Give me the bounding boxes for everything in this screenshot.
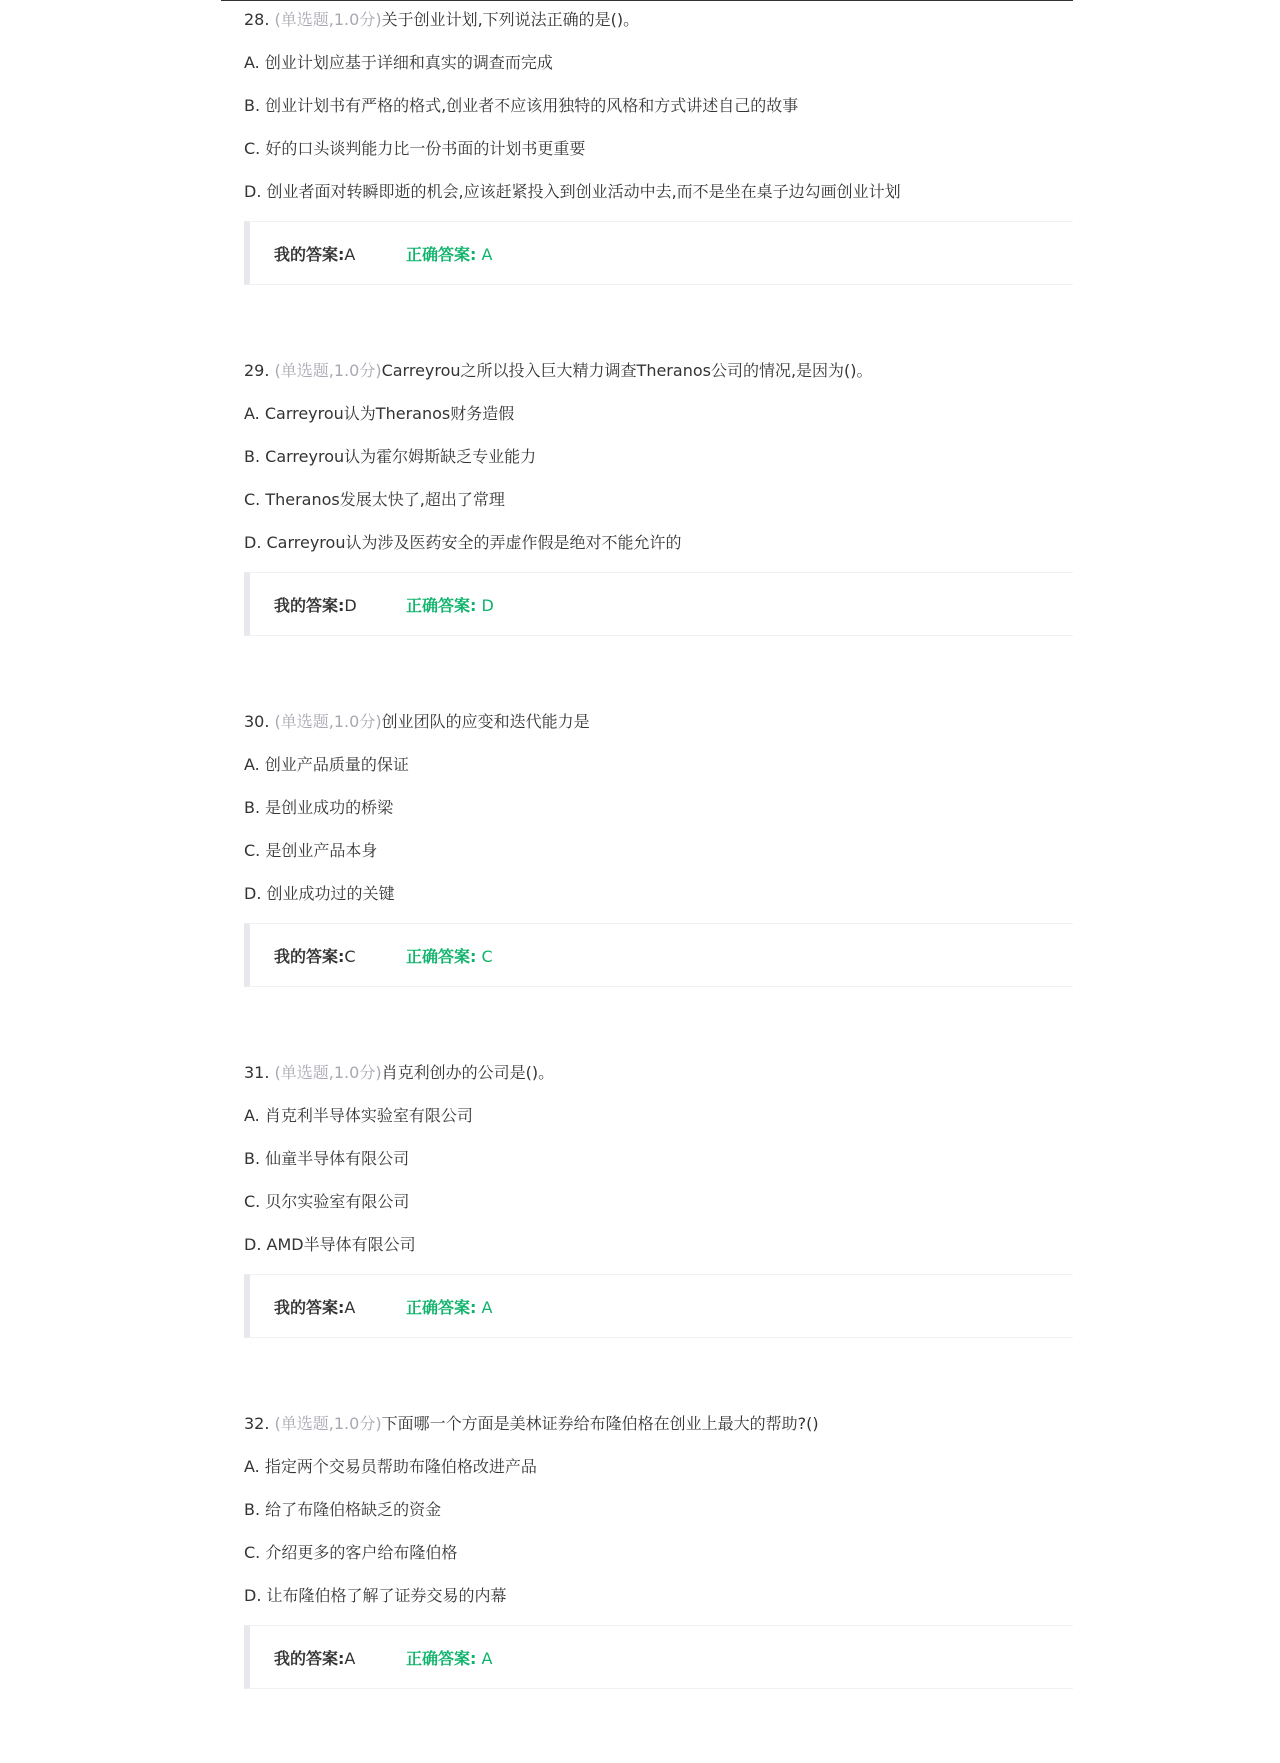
my-answer-label: 我的答案: [274, 244, 345, 264]
question-text: 创业团队的应变和迭代能力是 [381, 712, 590, 731]
option-b: B. 给了布隆伯格缺乏的资金 [244, 1500, 442, 1519]
my-answer-value: D [344, 595, 357, 615]
answer-box [244, 221, 1073, 285]
question-30 [244, 710, 1073, 1061]
question-title [244, 710, 1073, 734]
my-answer [274, 242, 406, 265]
question-number: 30. [244, 712, 270, 731]
option-list [244, 51, 1073, 204]
my-answer-value: C [344, 946, 356, 966]
my-answer-label: 我的答案: [274, 1648, 345, 1668]
option-d: D. Carreyrou认为涉及医药安全的弄虚作假是绝对不能允许的 [244, 533, 682, 552]
correct-answer [406, 242, 492, 265]
correct-answer [406, 1295, 492, 1318]
answer-box [244, 1625, 1073, 1689]
question-type: (单选题,1.0分) [274, 1063, 382, 1082]
question-32 [244, 1412, 1073, 1763]
option-list [244, 1455, 1073, 1608]
my-answer-value: A [344, 244, 356, 264]
option-list [244, 402, 1073, 555]
correct-answer-label: 正确答案: [406, 946, 477, 966]
question-31 [244, 1061, 1073, 1412]
correct-answer [406, 1646, 492, 1669]
question-title [244, 1061, 1073, 1085]
question-text: 肖克利创办的公司是()。 [381, 1063, 555, 1082]
my-answer [274, 593, 406, 616]
option-c: C. 贝尔实验室有限公司 [244, 1192, 410, 1211]
correct-answer [406, 593, 494, 616]
option-b: B. 创业计划书有严格的格式,创业者不应该用独特的风格和方式讲述自己的故事 [244, 96, 799, 115]
question-text: Carreyrou之所以投入巨大精力调查Theranos公司的情况,是因为()。 [381, 361, 873, 380]
option-d: D. 创业者面对转瞬即逝的机会,应该赶紧投入到创业活动中去,而不是坐在桌子边勾画创业计划 [244, 182, 901, 201]
correct-answer-value: A [476, 244, 493, 264]
correct-answer-label: 正确答案: [406, 1297, 477, 1317]
my-answer-label: 我的答案: [274, 595, 345, 615]
my-answer [274, 1646, 406, 1669]
my-answer-value: A [344, 1648, 356, 1668]
option-a: A. 指定两个交易员帮助布隆伯格改进产品 [244, 1457, 537, 1476]
question-type: (单选题,1.0分) [274, 1414, 382, 1433]
question-type: (单选题,1.0分) [274, 361, 382, 380]
option-a: A. 肖克利半导体实验室有限公司 [244, 1106, 473, 1125]
question-title [244, 359, 1073, 383]
correct-answer-label: 正确答案: [406, 1648, 477, 1668]
option-a: A. 创业产品质量的保证 [244, 755, 409, 774]
answer-box [244, 572, 1073, 636]
option-c: C. Theranos发展太快了,超出了常理 [244, 490, 505, 509]
question-text: 关于创业计划,下列说法正确的是()。 [381, 10, 640, 29]
question-title [244, 8, 1073, 32]
option-d: D. 创业成功过的关键 [244, 884, 395, 903]
question-title [244, 1412, 1073, 1436]
my-answer-value: A [344, 1297, 356, 1317]
correct-answer-label: 正确答案: [406, 244, 477, 264]
correct-answer-value: C [476, 946, 493, 966]
correct-answer-value: D [476, 595, 494, 615]
question-number: 31. [244, 1063, 270, 1082]
question-type: (单选题,1.0分) [274, 10, 382, 29]
option-b: B. 是创业成功的桥梁 [244, 798, 394, 817]
option-c: C. 好的口头谈判能力比一份书面的计划书更重要 [244, 139, 586, 158]
question-list [244, 8, 1073, 1763]
answer-box [244, 923, 1073, 987]
answer-box [244, 1274, 1073, 1338]
top-divider [221, 0, 1073, 1]
question-29 [244, 359, 1073, 710]
my-answer [274, 944, 406, 967]
option-d: D. AMD半导体有限公司 [244, 1235, 416, 1254]
option-c: C. 介绍更多的客户给布隆伯格 [244, 1543, 458, 1562]
option-list [244, 1104, 1073, 1257]
correct-answer [406, 944, 493, 967]
question-number: 29. [244, 361, 270, 380]
option-c: C. 是创业产品本身 [244, 841, 378, 860]
option-a: A. Carreyrou认为Theranos财务造假 [244, 404, 515, 423]
correct-answer-label: 正确答案: [406, 595, 477, 615]
option-b: B. Carreyrou认为霍尔姆斯缺乏专业能力 [244, 447, 537, 466]
question-number: 32. [244, 1414, 270, 1433]
question-number: 28. [244, 10, 270, 29]
option-a: A. 创业计划应基于详细和真实的调查而完成 [244, 53, 553, 72]
option-d: D. 让布隆伯格了解了证券交易的内幕 [244, 1586, 507, 1605]
correct-answer-value: A [476, 1648, 493, 1668]
option-b: B. 仙童半导体有限公司 [244, 1149, 410, 1168]
my-answer [274, 1295, 406, 1318]
question-text: 下面哪一个方面是美林证券给布隆伯格在创业上最大的帮助?() [381, 1414, 819, 1433]
my-answer-label: 我的答案: [274, 1297, 345, 1317]
question-28 [244, 8, 1073, 359]
my-answer-label: 我的答案: [274, 946, 345, 966]
correct-answer-value: A [476, 1297, 493, 1317]
option-list [244, 753, 1073, 906]
question-type: (单选题,1.0分) [274, 712, 382, 731]
